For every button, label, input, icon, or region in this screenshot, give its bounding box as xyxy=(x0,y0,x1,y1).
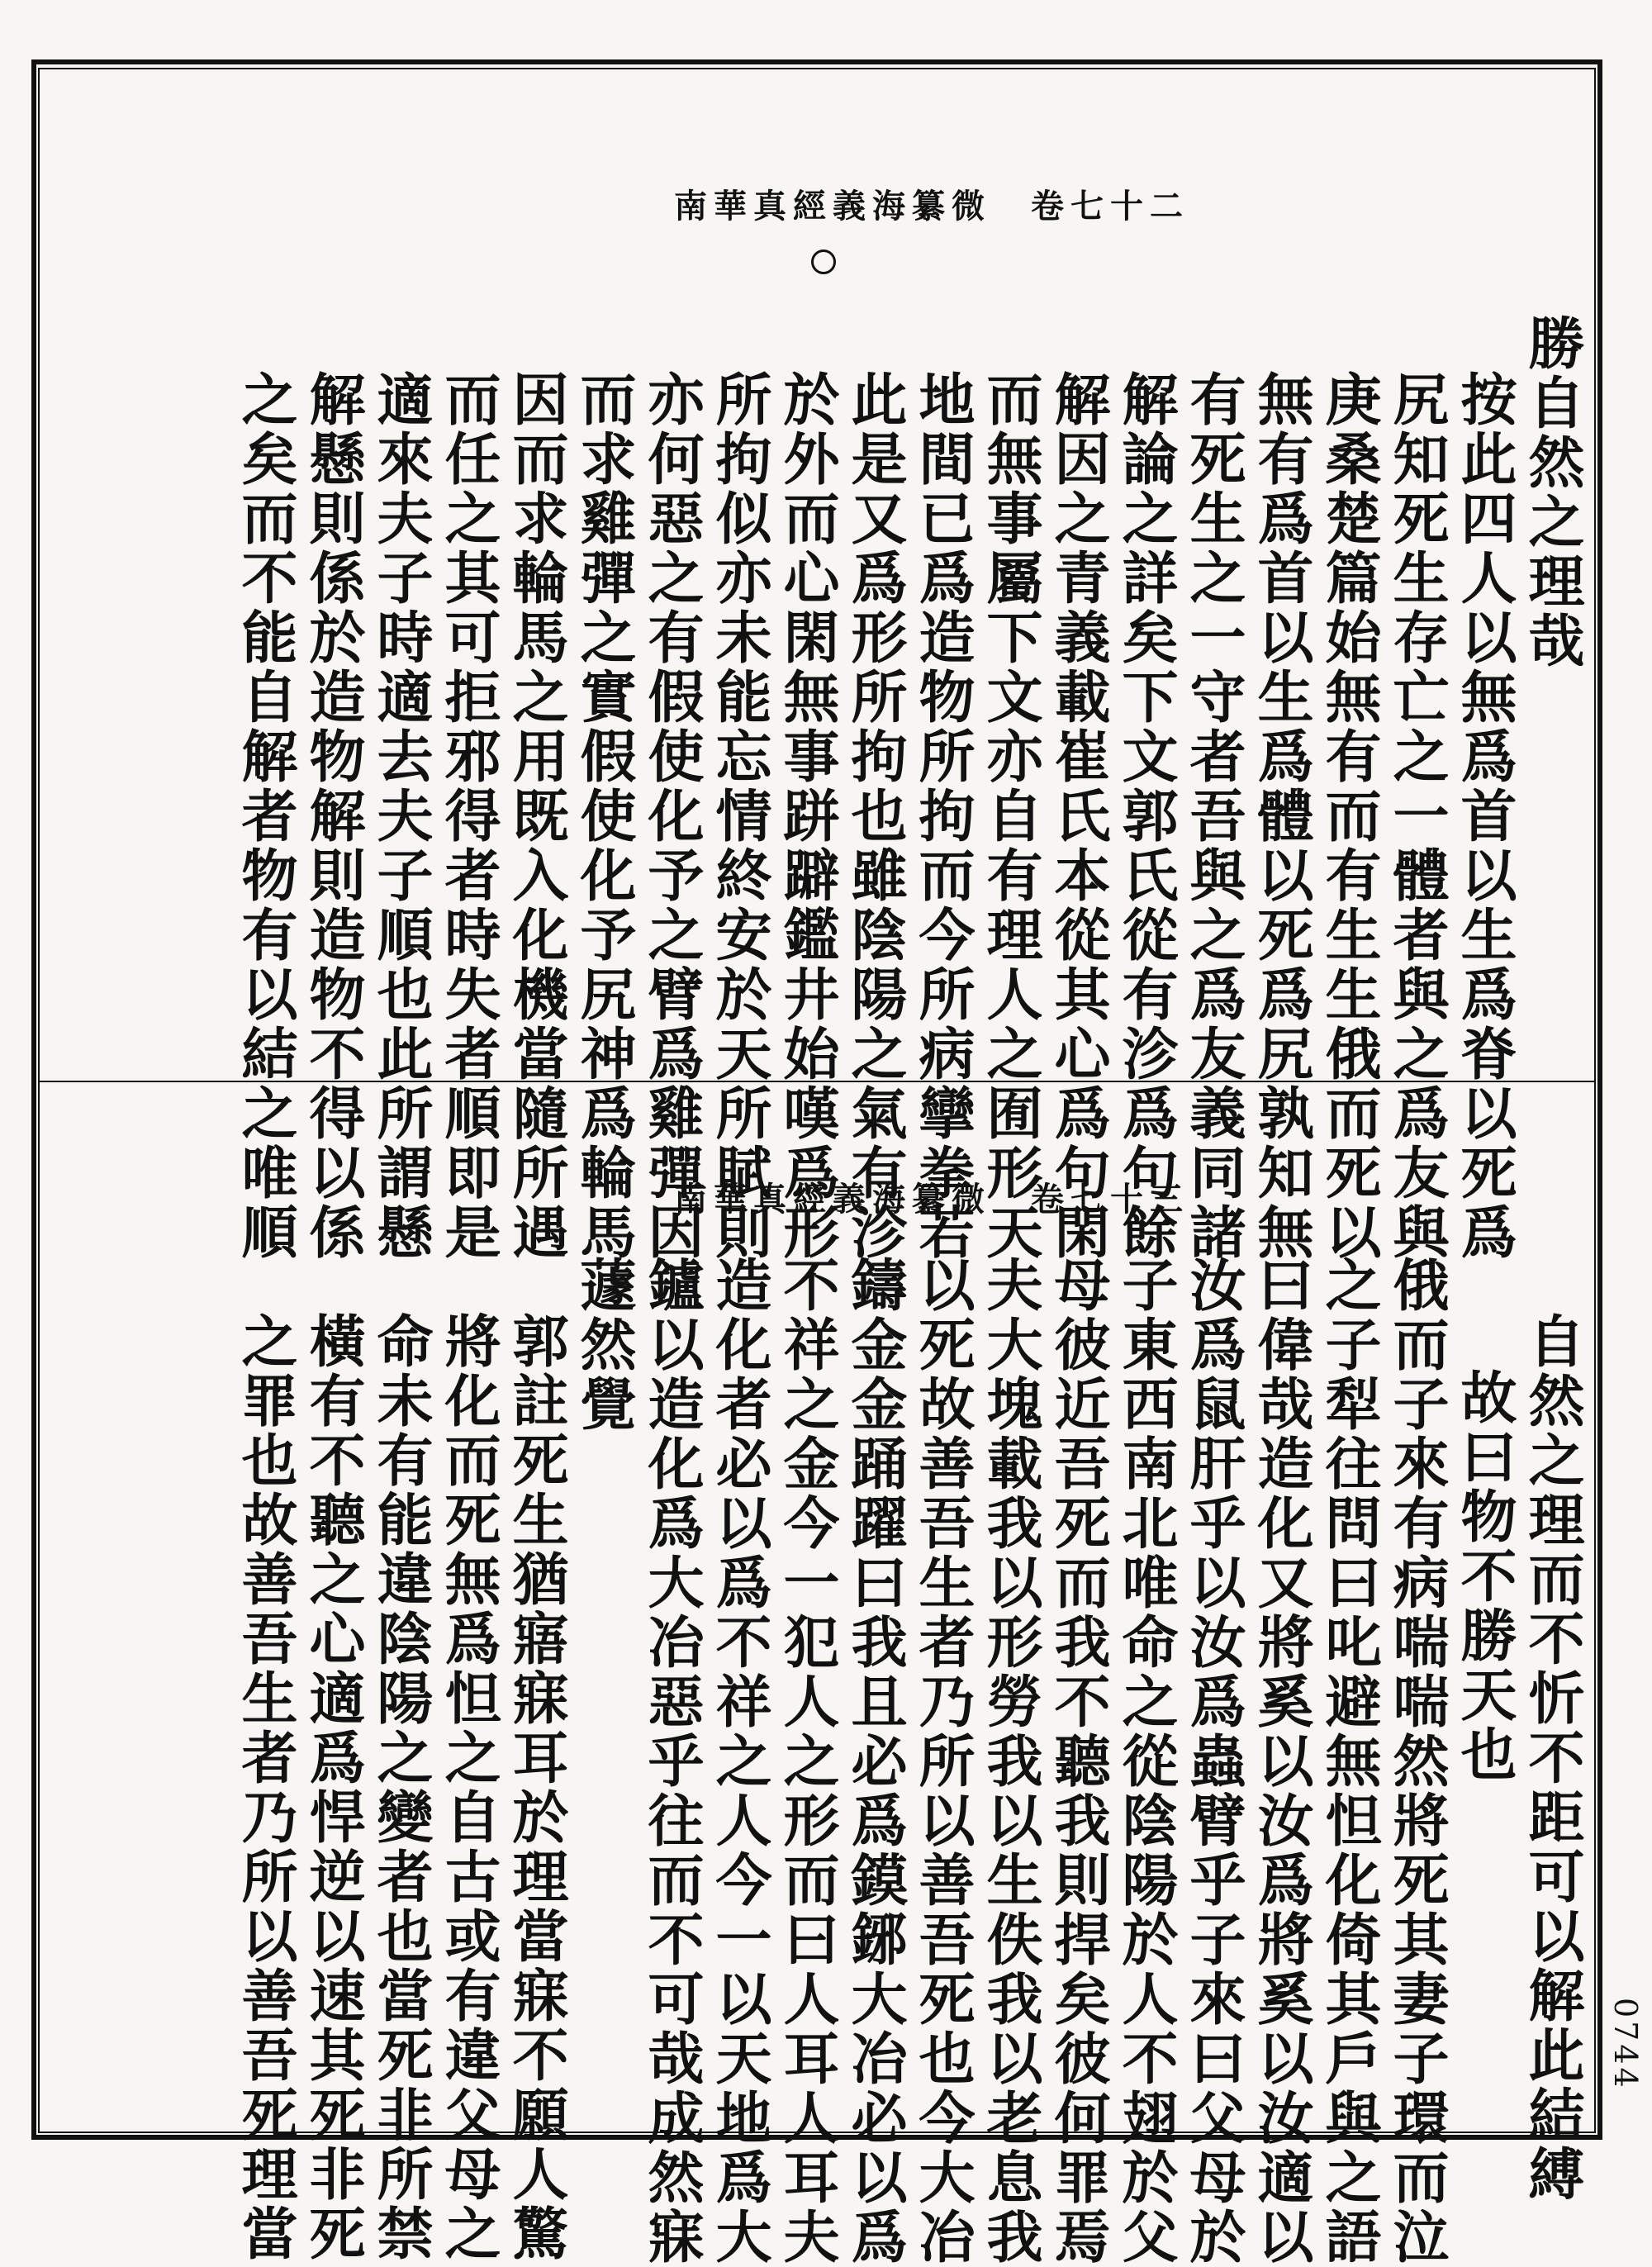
text-column: 蘧然覺 xyxy=(571,1256,637,1434)
text-column: 而任之其可拒邪得者時失者順即是 xyxy=(435,370,501,1262)
text-column: 命未有能違陰陽之變者也當死非所禁 xyxy=(368,1312,434,2264)
text-column: 有死生之一守者吾與之爲友義同諸 xyxy=(1180,370,1246,1262)
text-column: 解懸則係於造物解則造物不得以係 xyxy=(300,370,366,1262)
text-column: 解因之青義載崔氏本從其心爲句閑 xyxy=(1045,370,1111,1262)
text-column: 因而求輪馬之用既入化機當隨所遇 xyxy=(503,370,569,1262)
text-column: 母彼近吾死而我不聽我則捍矣彼何罪焉 xyxy=(1045,1256,1111,2267)
text-column: 橫有不聽之心適爲悍逆以速其死非死 xyxy=(300,1312,366,2264)
bottom-page-header: 南華真經義海纂微 卷七十三 xyxy=(674,1180,1189,1219)
text-column: 於外而心閑無事跰躃鑑井始嘆爲形 xyxy=(774,370,840,1262)
text-column: 鑪以造化爲大冶惡乎往而不可哉成然寐 xyxy=(638,1256,705,2267)
page-number: 0744 xyxy=(1607,1998,1644,2091)
text-column: 曰偉哉造化又將奚以汝爲將奚以汝適以 xyxy=(1248,1256,1314,2267)
text-column: 庚桑楚篇始無有而有生生俄而死以 xyxy=(1316,370,1382,1262)
text-column: 造化者必以爲不祥之人今一以天地爲大 xyxy=(706,1256,772,2267)
text-column: 之罪也故善吾生者乃所以善吾死理當 xyxy=(232,1312,298,2264)
text-column: 鑄金金踊躍曰我且必爲鏌鋣大冶必以爲 xyxy=(842,1256,908,2267)
text-column: 所拘似亦未能忘情終安於天所賦則 xyxy=(706,370,772,1262)
text-column: 不祥之金今一犯人之形而曰人耳人耳夫 xyxy=(774,1256,840,2267)
text-column: 解論之詳矣下文郭氏從有沴爲句餘 xyxy=(1113,370,1179,1262)
text-column: 故曰物不勝天也 xyxy=(1451,1368,1517,1785)
text-column: 郭註死生猶寤寐耳於理當寐不願人驚 xyxy=(503,1312,569,2264)
text-column: 亦何惡之有假使化予之臂爲雞彈因 xyxy=(638,370,705,1262)
text-column: 以死故善吾生者乃所以善吾死也今大冶 xyxy=(909,1256,976,2267)
text-column: 之子犁往問曰叱避無怛化倚其戶與之語 xyxy=(1316,1256,1382,2267)
text-column: 此是又爲形所拘也雖陰陽之氣有沴 xyxy=(842,370,908,1262)
text-column: 適來夫子時適去夫子順也此所謂懸 xyxy=(368,370,434,1262)
text-column: 勝自然之理哉 xyxy=(1519,314,1585,671)
text-column: 尻知死生存亡之一體者與之爲友與 xyxy=(1384,370,1450,1262)
text-column: 俄而子來有病喘喘然將死其妻子環而泣 xyxy=(1384,1256,1450,2267)
text-column: 之矣而不能自解者物有以結之唯順 xyxy=(232,370,298,1262)
text-column: 無有爲首以生爲體以死爲尻孰知無 xyxy=(1248,370,1314,1262)
bottom-text-panel xyxy=(132,1256,1586,2267)
text-column: 而無事屬下文亦自有理人之囿形天 xyxy=(977,370,1043,1262)
text-column: 夫大塊載我以形勞我以生佚我以老息我 xyxy=(977,1256,1043,2267)
text-column: 汝爲鼠肝乎以汝爲蟲臂乎子來曰父母於 xyxy=(1180,1256,1246,2267)
text-column: 地間已爲造物所拘而今所病攣拳若 xyxy=(909,370,976,1262)
text-column: 按此四人以無爲首以生爲脊以死爲 xyxy=(1451,370,1517,1262)
text-column: 自然之理而不忻不距可以解此結縛 xyxy=(1519,1312,1585,2204)
top-page-header: 南華真經義海纂微 卷七十二 xyxy=(674,187,1189,226)
text-column: 而求雞彈之實假使化予尻神爲輪馬 xyxy=(571,370,637,1262)
text-column: 子東西南北唯命之從陰陽於人不翅於父 xyxy=(1113,1256,1179,2267)
text-column: 將化而死無爲怛之自古或有違父母之 xyxy=(435,1312,501,2264)
circle-mark xyxy=(811,250,836,274)
